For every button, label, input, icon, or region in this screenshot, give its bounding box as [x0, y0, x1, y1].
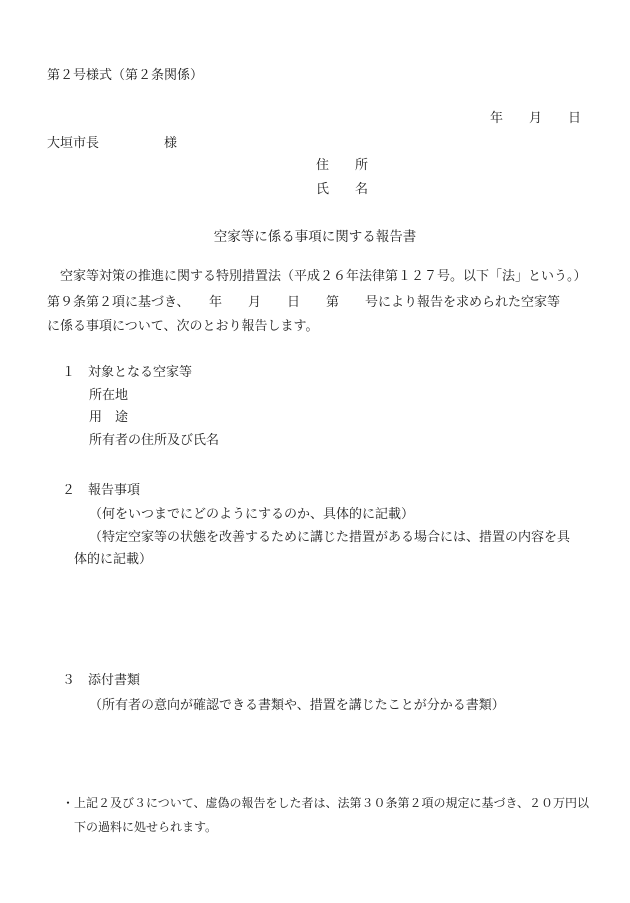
footnote-line-1: ・上記２及び３について、虚偽の報告をした者は、法第３０条第２項の規定に基づき、２０万円以: [62, 796, 590, 810]
intro-line-2: 第９条第２項に基づき、 年 月 日 第 号により報告を求められた空家等: [47, 295, 560, 310]
addressee: 大垣市長 様: [47, 136, 178, 151]
intro-line-1: 空家等対策の推進に関する特別措置法（平成２６年法律第１２７号。以下「法」という。）: [47, 269, 587, 284]
section3-heading: ３ 添付書類: [62, 673, 141, 688]
section1-heading: １ 対象となる空家等: [62, 365, 193, 380]
section2-note-2b: 体的に記載）: [74, 552, 153, 567]
footnote-line-2: 下の過料に処せられます。: [74, 820, 218, 834]
section2-heading: ２ 報告事項: [62, 483, 141, 498]
section3-note: （所有者の意向が確認できる書類や、措置を講じたことが分かる書類）: [89, 698, 505, 713]
section1-item-owner: 所有者の住所及び氏名: [89, 433, 220, 448]
form-number: 第２号様式（第２条関係）: [47, 68, 204, 83]
address-label: 住 所: [316, 158, 369, 173]
section2-note-1: （何をいつまでにどのようにするのか、具体的に記載）: [89, 507, 415, 522]
section1-item-usage: 用 途: [89, 410, 129, 425]
section2-note-2a: （特定空家等の状態を改善するために講じた措置がある場合には、措置の内容を具: [89, 530, 571, 545]
name-label: 氏 名: [316, 182, 369, 197]
intro-line-3: に係る事項について、次のとおり報告します。: [47, 319, 319, 334]
section1-item-location: 所在地: [89, 388, 129, 403]
document-title: 空家等に係る事項に関する報告書: [213, 229, 417, 245]
date-line: 年 月 日: [490, 111, 582, 126]
